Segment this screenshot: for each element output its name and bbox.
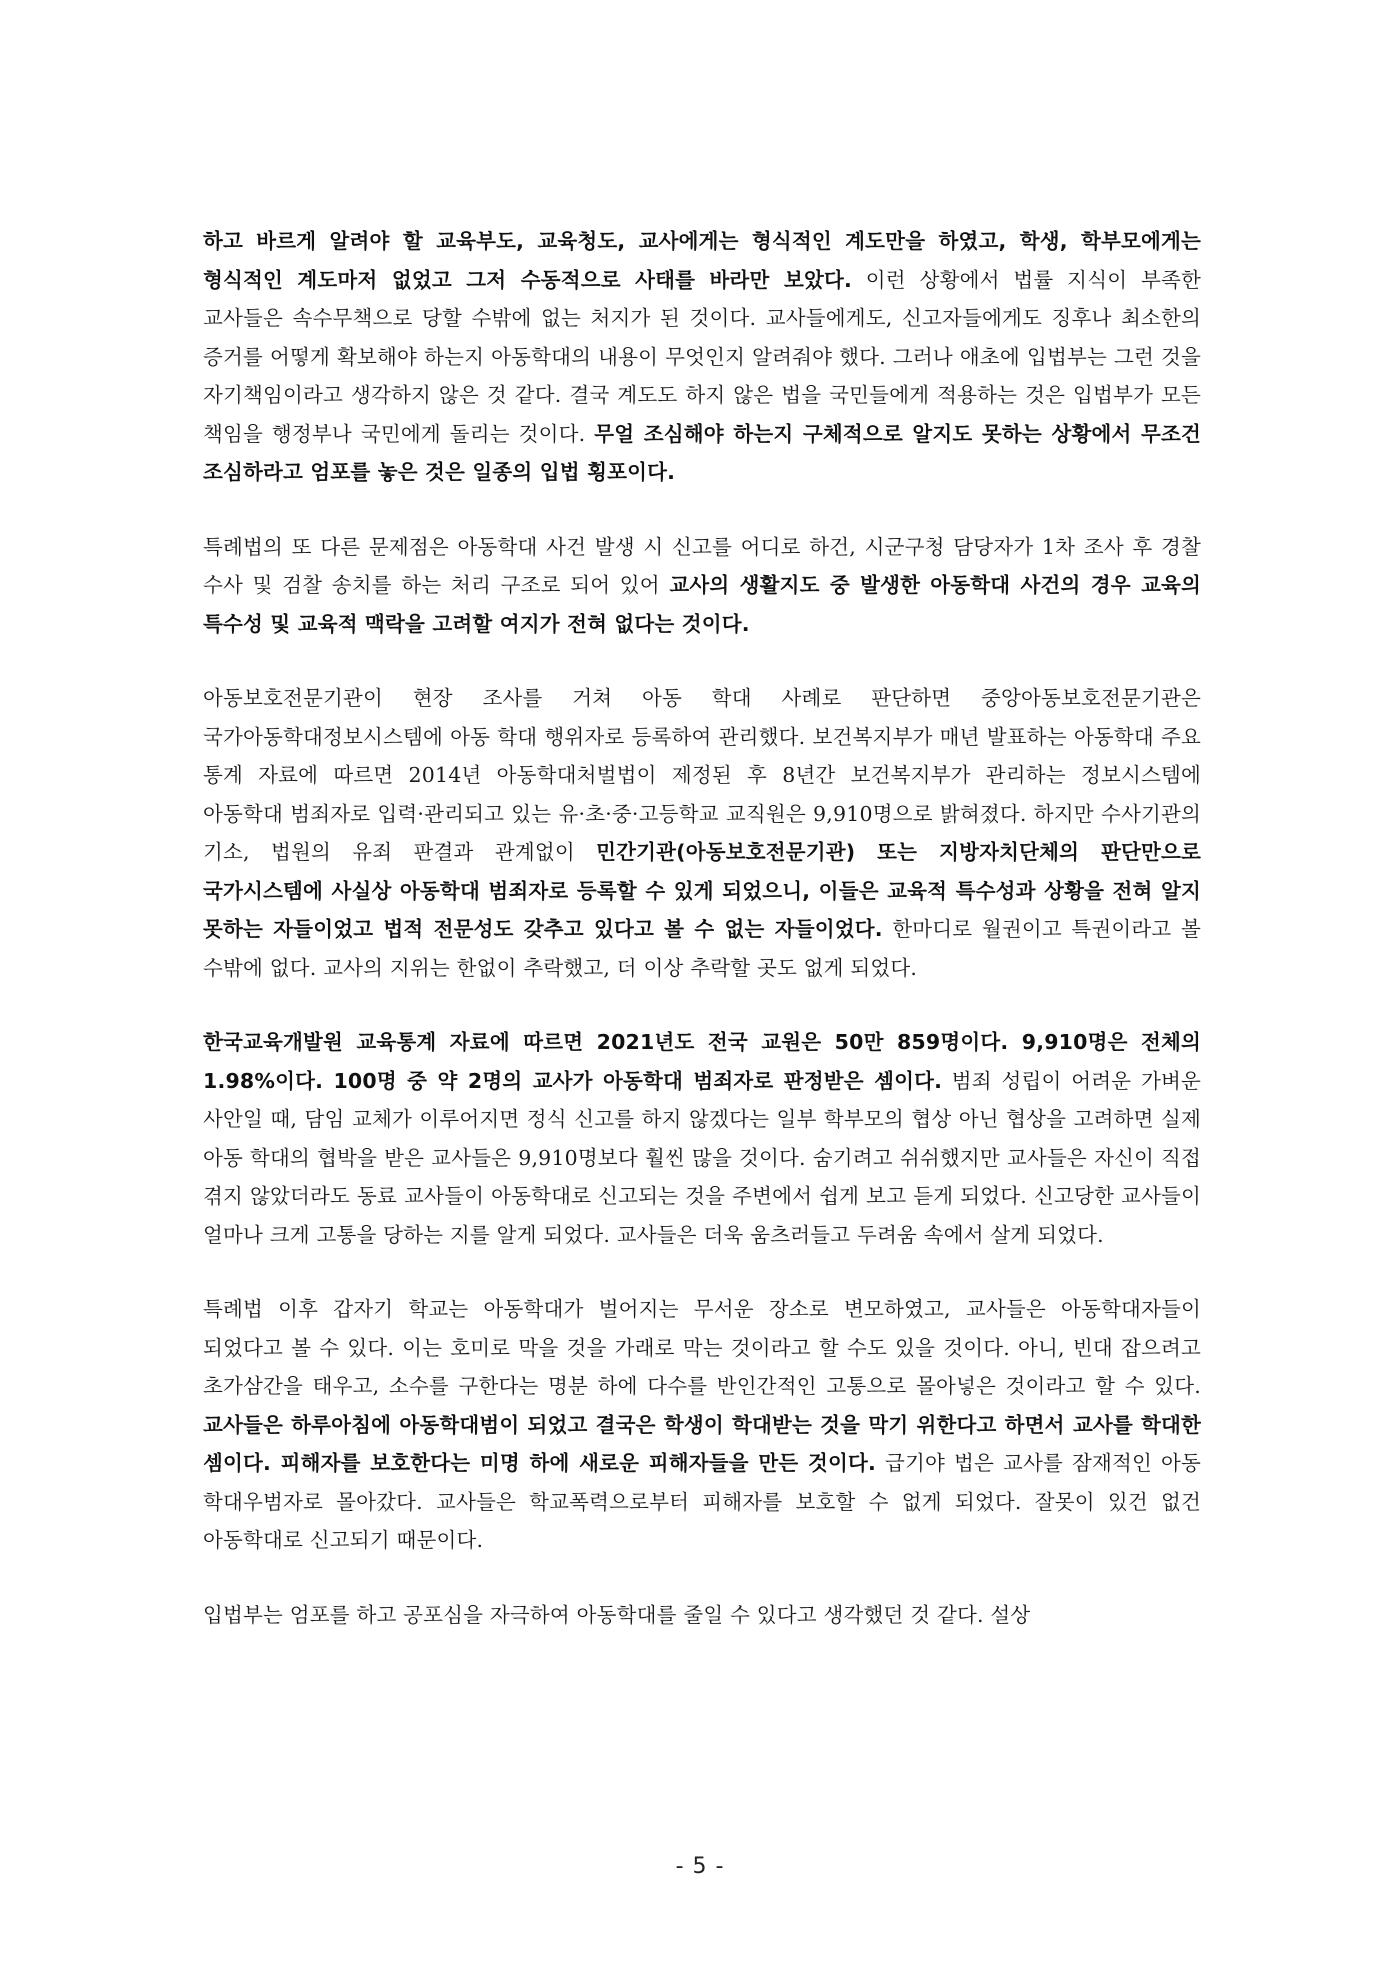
paragraph-5 [203,1290,1201,1560]
paragraph-5-bold-2: 교사들은 하루아침에 아동학대범이 되었고 결국은 학생이 학대받는 것을 막기 위한다고 하면서 교사를 학대한 셈이다. 피해자를 보호한다는 미명 하에 새로운 피해자들을 만든 것이다. [203,1412,1201,1475]
paragraph-2-bold-2: 교사의 생활지도 중 발생한 아동학대 사건의 경우 교육의 특수성 및 교육적 맥락을 고려할 여지가 전혀 없다는 것이다. [203,573,1201,636]
paragraph-4-bold-1: 한국교육개발원 교육통계 자료에 따르면 2021년도 전국 교원은 50만 859명이다. 9,910명은 전체의 1.98%이다. 100명 중 약 2명의 교사가 아동학대 범죄자로 판정받은 셈이다. [203,1030,1201,1093]
paragraph-6 [203,1596,1201,1635]
paragraph-2-text-1: 특례법의 또 다른 문제점은 아동학대 사건 발생 시 신고를 어디로 하건, 시군구청 담당자가 1차 조사 후 경찰 수사 및 검찰 송치를 하는 처리 구조로 되어 있어 [203,534,1201,597]
paragraph-3-text-1: 아동보호전문기관이 현장 조사를 거쳐 아동 학대 사례로 판단하면 중앙아동보호전문기관은 국가아동학대정보시스템에 아동 학대 행위자로 등록하여 관리했다. 보건복지부가 매년 발표하는 아동학대 주요 통계 자료에 따르면 2014년 아동학대처벌법이 제정된 후 8년간 보건복지부가 관리하는 정보시스템에 아동학대 범죄자로 입력·관리되고 있는 유·초·중·고등학교 교직원은 9,910명으로 밝혀졌다. 하지만 수사기관의 기소, 법원의 유죄 판결과 관계없이 [203,686,1201,864]
document-body [203,222,1201,1670]
paragraph-3-bold-2: 민간기관(아동보호전문기관) 또는 지방자치단체의 판단만으로 국가시스템에 사실상 아동학대 범죄자로 등록할 수 있게 되었으니, 이들은 교육적 특수성과 상황을 전혀 알지 못하는 자들이었고 법적 전문성도 갖추고 있다고 볼 수 없는 자들이었다. [203,840,1201,941]
paragraph-3-text-3: 한마디로 월권이고 특권이라고 볼 수밖에 없다. 교사의 지위는 한없이 추락했고, 더 이상 추락할 곳도 없게 되었다. [203,917,1201,980]
paragraph-5-text-3: 급기야 법은 교사를 잠재적인 아동 학대우범자로 몰아갔다. 교사들은 학교폭력으로부터 피해자를 보호할 수 없게 되었다. 잘못이 있건 없건 아동학대로 신고되기 때문이다. [203,1451,1201,1552]
paragraph-1 [203,222,1201,492]
paragraph-4 [203,1023,1201,1254]
paragraph-1-bold-3: 무얼 조심해야 하는지 구체적으로 알지도 못하는 상황에서 무조건 조심하라고 엄포를 놓은 것은 일종의 입법 횡포이다. [203,421,1201,484]
paragraph-2 [203,528,1201,644]
paragraph-5-text-1: 특례법 이후 갑자기 학교는 아동학대가 벌어지는 무서운 장소로 변모하였고, 교사들은 아동학대자들이 되었다고 볼 수 있다. 이는 호미로 막을 것을 가래로 막는 것이라고 할 수도 있을 것이다. 아니, 빈대 잡으려고 초가삼간을 태우고, 소수를 구한다는 명분 하에 다수를 반인간적인 고통으로 몰아넣은 것이라고 할 수 있다. [203,1297,1201,1398]
paragraph-1-bold-1: 하고 바르게 알려야 할 교육부도, 교육청도, 교사에게는 형식적인 계도만을 하였고, 학생, 학부모에게는 형식적인 계도마저 없었고 그저 수동적으로 사태를 바라만 보았다. [203,229,1201,292]
paragraph-4-text-2: 범죄 성립이 어려운 가벼운 사안일 때, 담임 교체가 이루어지면 정식 신고를 하지 않겠다는 일부 학부모의 협상 아닌 협상을 고려하면 실제 아동 학대의 협박을 받은 교사들은 9,910명보다 훨씬 많을 것이다. 숨기려고 쉬쉬했지만 교사들은 자신이 직접 겪지 않았더라도 동료 교사들이 아동학대로 신고되는 것을 주변에서 쉽게 보고 듣게 되었다. 신고당한 교사들이 얼마나 크게 고통을 당하는 지를 알게 되었다. 교사들은 더욱 움츠러들고 두려움 속에서 살게 되었다. [203,1068,1201,1247]
paragraph-6-text-1: 입법부는 엄포를 하고 공포심을 자극하여 아동학대를 줄일 수 있다고 생각했던 것 같다. 설상 [203,1602,1031,1627]
page-number: - 5 - [675,1854,725,1879]
paragraph-3 [203,679,1201,987]
paragraph-1-text-2: 이런 상황에서 법률 지식이 부족한 교사들은 속수무책으로 당할 수밖에 없는 처지가 된 것이다. 교사들에게도, 신고자들에게도 징후나 최소한의 증거를 어떻게 확보해야 하는지 아동학대의 내용이 무엇인지 알려줘야 했다. 그러나 애초에 입법부는 그런 것을 자기책임이라고 생각하지 않은 것 같다. 결국 계도도 하지 않은 법을 국민들에게 적용하는 것은 입법부가 모든 책임을 행정부나 국민에게 돌리는 것이다. [203,267,1201,446]
